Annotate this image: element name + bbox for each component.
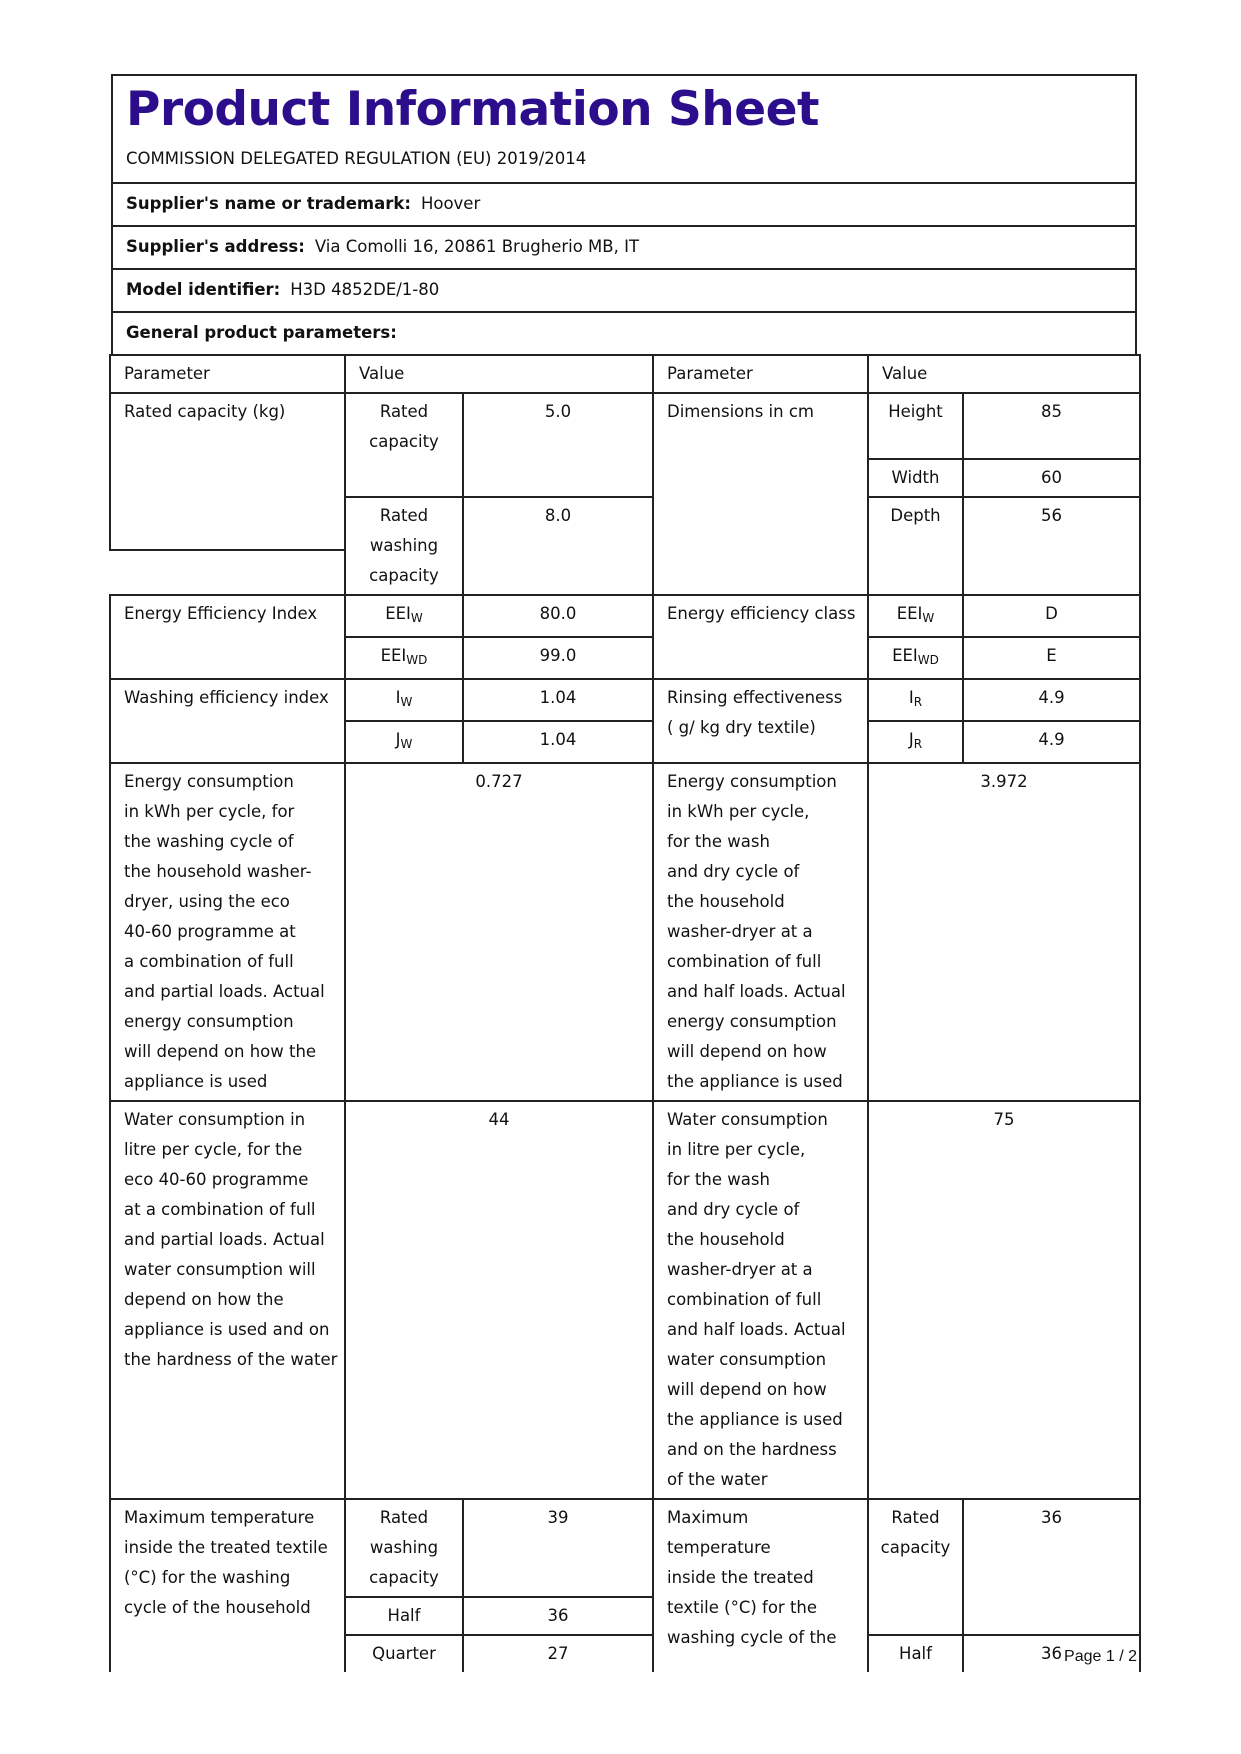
text-line: in litre per cycle, bbox=[667, 1140, 806, 1159]
ir-label: $I_R$ bbox=[868, 679, 963, 721]
table-header-row bbox=[110, 355, 1140, 393]
temp-wash-label bbox=[110, 1499, 345, 1672]
energy-wash-value: 0.727 bbox=[345, 763, 653, 1101]
table-row bbox=[110, 1499, 1140, 1597]
page-number: Page 1 / 2 bbox=[1064, 1648, 1137, 1665]
text-line: the appliance is used bbox=[667, 1410, 843, 1429]
text-line: washing cycle of the bbox=[667, 1628, 837, 1647]
text-line: for the wash bbox=[667, 1170, 770, 1189]
water-wash-label bbox=[110, 1101, 345, 1499]
width-label: Width bbox=[868, 459, 963, 497]
model-row bbox=[113, 268, 1135, 311]
text-line: appliance is used and on bbox=[124, 1320, 330, 1339]
jw-value: 1.04 bbox=[463, 721, 653, 763]
text-line: combination of full bbox=[667, 952, 822, 971]
text-line: energy consumption bbox=[124, 1012, 294, 1031]
ir-value: 4.9 bbox=[963, 679, 1140, 721]
model-value: H3D 4852DE/1-80 bbox=[290, 280, 440, 299]
text-line: depend on how the bbox=[124, 1290, 284, 1309]
text-line: the appliance is used bbox=[667, 1072, 843, 1091]
product-information-sheet bbox=[111, 74, 1137, 1672]
table-row bbox=[110, 595, 1140, 637]
general-parameters-row bbox=[113, 311, 1135, 354]
table-row bbox=[110, 763, 1140, 1101]
text-line: inside the treated bbox=[667, 1568, 814, 1587]
header-value-2: Value bbox=[868, 355, 1140, 393]
header-value-1: Value bbox=[345, 355, 653, 393]
text-line: Water consumption in bbox=[124, 1110, 306, 1129]
text-line: in kWh per cycle, bbox=[667, 802, 810, 821]
supplier-row bbox=[113, 182, 1135, 225]
water-wash-value: 44 bbox=[345, 1101, 653, 1499]
eei-label: Energy Efficiency Index bbox=[110, 595, 345, 679]
text-line: eco 40-60 programme bbox=[124, 1170, 309, 1189]
temp-wash-rated-value: 39 bbox=[463, 1499, 653, 1597]
eclass-wd-label: $EEI_{WD}$ bbox=[868, 637, 963, 679]
jr-label: $J_R$ bbox=[868, 721, 963, 763]
text-line: the household washer- bbox=[124, 862, 312, 881]
temp-dry-rated-value: 36 bbox=[963, 1499, 1140, 1635]
text-line: in kWh per cycle, for bbox=[124, 802, 295, 821]
water-dry-value: 75 bbox=[868, 1101, 1140, 1499]
text-line: the washing cycle of bbox=[124, 832, 294, 851]
text-line: the household bbox=[667, 892, 785, 911]
table-row bbox=[110, 679, 1140, 721]
temp-wash-quarter-label: Quarter bbox=[345, 1635, 463, 1672]
eclass-w-label: $EEI_W$ bbox=[868, 595, 963, 637]
text-line: appliance is used bbox=[124, 1072, 268, 1091]
text-line: and half loads. Actual bbox=[667, 982, 846, 1001]
eei-w-value: 80.0 bbox=[463, 595, 653, 637]
jr-value: 4.9 bbox=[963, 721, 1140, 763]
header-parameter-2: Parameter bbox=[653, 355, 868, 393]
text-line: will depend on how bbox=[667, 1042, 827, 1061]
regulation-text: COMMISSION DELEGATED REGULATION (EU) 2019/2014 bbox=[126, 149, 587, 168]
temp-dry-half-value: 36 bbox=[963, 1635, 1140, 1672]
text-line: water consumption will bbox=[124, 1260, 316, 1279]
text-line: Maximum temperature bbox=[124, 1508, 315, 1527]
text-line: and partial loads. Actual bbox=[124, 1230, 325, 1249]
address-value: Via Comolli 16, 20861 Brugherio MB, IT bbox=[314, 237, 640, 256]
text-line: textile (°C) for the bbox=[667, 1598, 818, 1617]
width-value: 60 bbox=[963, 459, 1140, 497]
text-line: the hardness of the water bbox=[124, 1350, 338, 1369]
rated-washing-capacity-label: Rated washing capacity bbox=[345, 497, 463, 595]
capacity-label: Rated capacity (kg) bbox=[110, 393, 345, 550]
eei-wd-value: 99.0 bbox=[463, 637, 653, 679]
water-dry-label bbox=[653, 1101, 868, 1499]
text-line: washer-dryer at a bbox=[667, 1260, 813, 1279]
eei-wd-label: $EEI_{WD}$ bbox=[345, 637, 463, 679]
iw-value: 1.04 bbox=[463, 679, 653, 721]
text-line: Water consumption bbox=[667, 1110, 828, 1129]
text-line: and partial loads. Actual bbox=[124, 982, 325, 1001]
energy-wash-label bbox=[110, 763, 345, 1101]
text-line: and on the hardness bbox=[667, 1440, 837, 1459]
height-label: Height bbox=[868, 393, 963, 459]
text-line: Energy consumption bbox=[124, 772, 294, 791]
eclass-w-value: D bbox=[963, 595, 1140, 637]
text-line: the household bbox=[667, 1230, 785, 1249]
text-line: a combination of full bbox=[124, 952, 294, 971]
rated-capacity-label: Rated capacity bbox=[345, 393, 463, 497]
text-line: water consumption bbox=[667, 1350, 827, 1369]
text-line: Energy consumption bbox=[667, 772, 837, 791]
general-parameters-label: General product parameters: bbox=[126, 323, 397, 342]
address-row bbox=[113, 225, 1135, 268]
page-title: Product Information Sheet bbox=[126, 82, 819, 137]
temp-wash-quarter-value: 27 bbox=[463, 1635, 653, 1672]
address-label: Supplier's address: bbox=[126, 237, 305, 256]
text-line: will depend on how bbox=[667, 1380, 827, 1399]
text-line: temperature bbox=[667, 1538, 771, 1557]
rated-washing-capacity-value: 8.0 bbox=[463, 497, 653, 595]
text-line: combination of full bbox=[667, 1290, 822, 1309]
text-line: for the wash bbox=[667, 832, 770, 851]
eclass-wd-value: E bbox=[963, 637, 1140, 679]
energy-dry-label bbox=[653, 763, 868, 1101]
text-line: dryer, using the eco bbox=[124, 892, 290, 911]
energy-dry-value: 3.972 bbox=[868, 763, 1140, 1101]
text-line: will depend on how the bbox=[124, 1042, 317, 1061]
jw-label: $J_W$ bbox=[345, 721, 463, 763]
washing-index-label: Washing efficiency index bbox=[110, 679, 345, 763]
height-value: 85 bbox=[963, 393, 1140, 459]
energy-class-label: Energy efficiency class bbox=[653, 595, 868, 679]
text-line: cycle of the household bbox=[124, 1598, 311, 1617]
text-line: of the water bbox=[667, 1470, 768, 1489]
text-line: energy consumption bbox=[667, 1012, 837, 1031]
text-line: and dry cycle of bbox=[667, 1200, 800, 1219]
text-line: washer-dryer at a bbox=[667, 922, 813, 941]
temp-wash-half-label: Half bbox=[345, 1597, 463, 1635]
temp-dry-label bbox=[653, 1499, 868, 1672]
model-label: Model identifier: bbox=[126, 280, 281, 299]
header-parameter-1: Parameter bbox=[110, 355, 345, 393]
sheet-header-box bbox=[111, 74, 1137, 354]
iw-label: $I_W$ bbox=[345, 679, 463, 721]
depth-value: 56 bbox=[963, 497, 1140, 595]
temp-wash-half-value: 36 bbox=[463, 1597, 653, 1635]
text-line: at a combination of full bbox=[124, 1200, 316, 1219]
temp-dry-rated-label: Rated capacity bbox=[868, 1499, 963, 1635]
table-row bbox=[110, 393, 1140, 459]
text-line: 40-60 programme at bbox=[124, 922, 296, 941]
rated-capacity-value: 5.0 bbox=[463, 393, 653, 497]
table-row bbox=[110, 1101, 1140, 1499]
text-line: and dry cycle of bbox=[667, 862, 800, 881]
depth-label: Depth bbox=[868, 497, 963, 595]
temp-dry-half-label: Half bbox=[868, 1635, 963, 1672]
dimensions-label: Dimensions in cm bbox=[653, 393, 868, 595]
parameters-table bbox=[109, 354, 1141, 1672]
text-line: and half loads. Actual bbox=[667, 1320, 846, 1339]
rinsing-label: Rinsing effectiveness ( g/ kg dry textile) bbox=[653, 679, 868, 763]
text-line: Maximum bbox=[667, 1508, 749, 1527]
supplier-label: Supplier's name or trademark: bbox=[126, 194, 411, 213]
eei-w-label: $EEI_W$ bbox=[345, 595, 463, 637]
temp-wash-rated-label: Rated washing capacity bbox=[345, 1499, 463, 1597]
text-line: (°C) for the washing bbox=[124, 1568, 291, 1587]
text-line: inside the treated textile bbox=[124, 1538, 328, 1557]
text-line: litre per cycle, for the bbox=[124, 1140, 303, 1159]
supplier-value: Hoover bbox=[420, 194, 481, 213]
